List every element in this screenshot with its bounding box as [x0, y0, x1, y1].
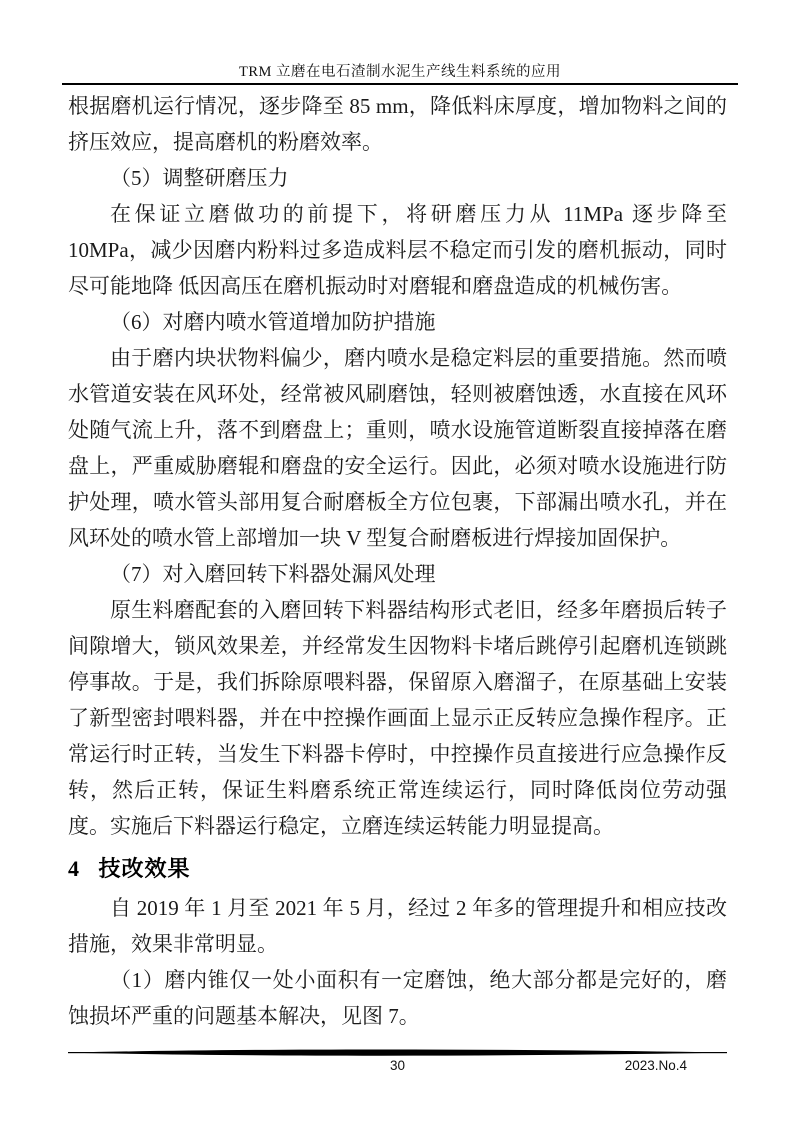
- issue-number: 2023.No.4: [624, 1058, 687, 1073]
- paragraph: 由于磨内块状物料偏少，磨内喷水是稳定料层的重要措施。然而喷水管道安装在风环处，经常被风刷磨蚀，轻则被磨蚀透，水直接在风环处随气流上升，落不到磨盘上；重则，喷水设施管道断裂直接掉落在磨盘上，严重威胁磨辊和磨盘的安全运行。因此，必须对喷水设施进行防护处理，喷水管头部用复合耐磨板全方位包裹，下部漏出喷水孔，并在风环处的喷水管上部增加一块 V 型复合耐磨板进行焊接加固保护。: [68, 346, 727, 550]
- paragraph: （1）磨内锥仅一处小面积有一定磨蚀，绝大部分都是完好的，磨蚀损坏严重的问题基本解决，见图 7。: [68, 968, 727, 1028]
- paragraph: 原生料磨配套的入磨回转下料器结构形式老旧，经多年磨损后转子间隙增大，锁风效果差，并经常发生因物料卡堵后跳停引起磨机连锁跳停事故。于是，我们拆除原喂料器，保留原入磨溜子，在原基础上安装了新型密封喂料器，并在中控操作画面上显示正反转应急操作程序。正常运行时正转，当发生下料器卡停时，中控操作员直接进行应急操作反转，然后正转，保证生料磨系统正常连续运行，同时降低岗位劳动强度。实施后下料器运行稳定，立磨连续运转能力明显提高。: [68, 598, 727, 838]
- paragraph: 自 2019 年 1 月至 2021 年 5 月，经过 2 年多的管理提升和相应技改措施，效果非常明显。: [68, 896, 727, 956]
- list-item-heading-7: （7）对入磨回转下料器处漏风处理: [110, 562, 436, 586]
- header-rule: [62, 83, 738, 85]
- paragraph-continuation: 根据磨机运行情况，逐步降至 85 mm，降低料床厚度，增加物料之间的挤压效应，提高磨机的粉磨效率。: [68, 94, 727, 154]
- page-number: 30: [389, 1058, 406, 1073]
- paragraph: 在保证立磨做功的前提下，将研磨压力从 11MPa 逐步降至 10MPa，减少因磨内粉料过多造成料层不稳定而引发的磨机振动，同时尽可能地降 低因高压在磨机振动时对磨辊和磨盘造成的机械伤害。: [68, 202, 727, 298]
- list-item-heading-6: （6）对磨内喷水管道增加防护措施: [110, 310, 436, 334]
- page-footer: [68, 1049, 727, 1076]
- section-heading: [68, 854, 727, 884]
- article-body: [68, 88, 727, 1034]
- list-item-heading-5: （5）调整研磨压力: [110, 166, 289, 190]
- running-title: TRM 立磨在电石渣制水泥生产线生料系统的应用: [238, 64, 562, 80]
- footer-rule: [68, 1049, 727, 1057]
- section-number: 4: [68, 856, 79, 881]
- page-header: [62, 60, 738, 81]
- footer-text-row: [68, 1058, 727, 1076]
- section-title: 技改效果: [98, 856, 191, 881]
